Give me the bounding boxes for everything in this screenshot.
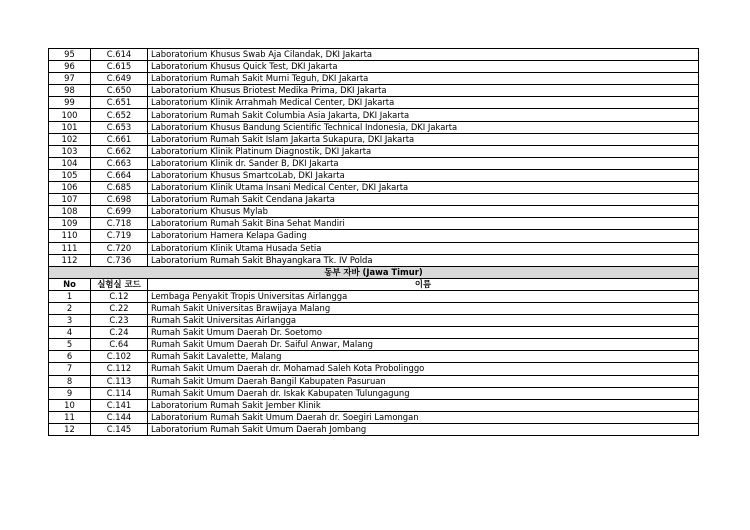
row-number: 111 xyxy=(49,242,91,254)
row-number: 12 xyxy=(49,423,91,435)
table-row xyxy=(49,315,699,327)
lab-name: Laboratorium Khusus Briotest Medika Prima, DKI Jakarta xyxy=(148,85,699,97)
lab-name: Laboratorium Rumah Sakit Umum Daerah dr. Soegiri Lamongan xyxy=(148,411,699,423)
lab-name: Rumah Sakit Umum Daerah dr. Iskak Kabupaten Tulungagung xyxy=(148,387,699,399)
lab-name: Laboratorium Klinik Utama Insani Medical Center, DKI Jakarta xyxy=(148,182,699,194)
column-header-row xyxy=(49,278,699,290)
row-number: 106 xyxy=(49,182,91,194)
table-row xyxy=(49,133,699,145)
lab-name: Laboratorium Klinik Platinum Diagnostik, DKI Jakarta xyxy=(148,145,699,157)
table-row xyxy=(49,327,699,339)
lab-code: C.145 xyxy=(91,423,148,435)
row-number: 95 xyxy=(49,49,91,61)
row-number: 5 xyxy=(49,339,91,351)
lab-name: Rumah Sakit Umum Daerah Dr. Soetomo xyxy=(148,327,699,339)
table-row xyxy=(49,290,699,302)
lab-code: C.114 xyxy=(91,387,148,399)
lab-name: Laboratorium Klinik Arrahmah Medical Center, DKI Jakarta xyxy=(148,97,699,109)
lab-code: C.64 xyxy=(91,339,148,351)
lab-name: Laboratorium Rumah Sakit Cendana Jakarta xyxy=(148,194,699,206)
row-number: 102 xyxy=(49,133,91,145)
section-title: 동부 자바 (Jawa Timur) xyxy=(49,266,699,278)
lab-name: Rumah Sakit Lavalette, Malang xyxy=(148,351,699,363)
row-number: 104 xyxy=(49,157,91,169)
lab-name: Laboratorium Rumah Sakit Murni Teguh, DKI Jakarta xyxy=(148,73,699,85)
lab-code: C.662 xyxy=(91,145,148,157)
table-row xyxy=(49,194,699,206)
lab-name: Rumah Sakit Universitas Brawijaya Malang xyxy=(148,302,699,314)
table-row xyxy=(49,145,699,157)
row-number: 6 xyxy=(49,351,91,363)
lab-code: C.113 xyxy=(91,375,148,387)
row-number: 97 xyxy=(49,73,91,85)
lab-name: Laboratorium Klinik Utama Husada Setia xyxy=(148,242,699,254)
lab-code: C.650 xyxy=(91,85,148,97)
row-number: 105 xyxy=(49,169,91,181)
lab-name: Laboratorium Khusus Swab Aja Cilandak, DKI Jakarta xyxy=(148,49,699,61)
jawa-timur-rows xyxy=(49,290,699,435)
section-header-group xyxy=(49,266,699,290)
table-row xyxy=(49,423,699,435)
header-name: 이름 xyxy=(148,278,699,290)
jakarta-rows xyxy=(49,49,699,267)
row-number: 11 xyxy=(49,411,91,423)
lab-code: C.685 xyxy=(91,182,148,194)
lab-name: Rumah Sakit Umum Daerah Bangil Kabupaten Pasuruan xyxy=(148,375,699,387)
lab-code: C.720 xyxy=(91,242,148,254)
row-number: 100 xyxy=(49,109,91,121)
row-number: 1 xyxy=(49,290,91,302)
table-row xyxy=(49,73,699,85)
lab-name: Laboratorium Klinik dr. Sander B, DKI Jakarta xyxy=(148,157,699,169)
table-row xyxy=(49,302,699,314)
row-number: 96 xyxy=(49,61,91,73)
lab-name: Rumah Sakit Universitas Airlangga xyxy=(148,315,699,327)
lab-name: Lembaga Penyakit Tropis Universitas Airlangga xyxy=(148,290,699,302)
table-row xyxy=(49,61,699,73)
lab-code: C.719 xyxy=(91,230,148,242)
header-lab-code: 실험실 코드 xyxy=(91,278,148,290)
table-row xyxy=(49,85,699,97)
table-row xyxy=(49,351,699,363)
table-row xyxy=(49,339,699,351)
lab-code: C.718 xyxy=(91,218,148,230)
lab-name: Laboratorium Khusus Quick Test, DKI Jakarta xyxy=(148,61,699,73)
row-number: 112 xyxy=(49,254,91,266)
lab-code: C.22 xyxy=(91,302,148,314)
laboratory-table xyxy=(48,48,699,436)
table-row xyxy=(49,387,699,399)
table-row xyxy=(49,121,699,133)
row-number: 3 xyxy=(49,315,91,327)
table-row xyxy=(49,109,699,121)
lab-name: Rumah Sakit Umum Daerah Dr. Saiful Anwar, Malang xyxy=(148,339,699,351)
lab-code: C.663 xyxy=(91,157,148,169)
table-row xyxy=(49,206,699,218)
lab-code: C.699 xyxy=(91,206,148,218)
lab-code: C.102 xyxy=(91,351,148,363)
lab-name: Laboratorium Rumah Sakit Jember Klinik xyxy=(148,399,699,411)
table-row xyxy=(49,254,699,266)
lab-code: C.615 xyxy=(91,61,148,73)
row-number: 103 xyxy=(49,145,91,157)
table-row xyxy=(49,97,699,109)
lab-code: C.112 xyxy=(91,363,148,375)
lab-name: Laboratorium Rumah Sakit Islam Jakarta Sukapura, DKI Jakarta xyxy=(148,133,699,145)
lab-name: Laboratorium Khusus Bandung Scientific Technical Indonesia, DKI Jakarta xyxy=(148,121,699,133)
table-row xyxy=(49,411,699,423)
table-row xyxy=(49,182,699,194)
lab-name: Laboratorium Rumah Sakit Bina Sehat Mandiri xyxy=(148,218,699,230)
header-no: No xyxy=(49,278,91,290)
lab-name: Laboratorium Khusus Mylab xyxy=(148,206,699,218)
lab-code: C.24 xyxy=(91,327,148,339)
lab-code: C.144 xyxy=(91,411,148,423)
lab-code: C.661 xyxy=(91,133,148,145)
lab-name: Laboratorium Rumah Sakit Umum Daerah Jombang xyxy=(148,423,699,435)
table-row xyxy=(49,218,699,230)
row-number: 10 xyxy=(49,399,91,411)
row-number: 2 xyxy=(49,302,91,314)
table-row xyxy=(49,157,699,169)
table-row xyxy=(49,375,699,387)
lab-name: Laboratorium Khusus SmartcoLab, DKI Jakarta xyxy=(148,169,699,181)
section-row xyxy=(49,266,699,278)
lab-name: Laboratorium Rumah Sakit Bhayangkara Tk. IV Polda xyxy=(148,254,699,266)
lab-code: C.653 xyxy=(91,121,148,133)
row-number: 108 xyxy=(49,206,91,218)
lab-code: C.649 xyxy=(91,73,148,85)
lab-name: Laboratorium Hamera Kelapa Gading xyxy=(148,230,699,242)
lab-code: C.736 xyxy=(91,254,148,266)
table-row xyxy=(49,242,699,254)
table-row xyxy=(49,49,699,61)
row-number: 7 xyxy=(49,363,91,375)
lab-code: C.652 xyxy=(91,109,148,121)
table-row xyxy=(49,363,699,375)
row-number: 8 xyxy=(49,375,91,387)
lab-name: Rumah Sakit Umum Daerah dr. Mohamad Saleh Kota Probolinggo xyxy=(148,363,699,375)
lab-code: C.12 xyxy=(91,290,148,302)
document-page xyxy=(48,48,698,436)
lab-code: C.141 xyxy=(91,399,148,411)
table-row xyxy=(49,230,699,242)
row-number: 9 xyxy=(49,387,91,399)
row-number: 110 xyxy=(49,230,91,242)
table-row xyxy=(49,169,699,181)
row-number: 99 xyxy=(49,97,91,109)
row-number: 98 xyxy=(49,85,91,97)
lab-code: C.664 xyxy=(91,169,148,181)
table-row xyxy=(49,399,699,411)
lab-code: C.698 xyxy=(91,194,148,206)
lab-name: Laboratorium Rumah Sakit Columbia Asia Jakarta, DKI Jakarta xyxy=(148,109,699,121)
lab-code: C.23 xyxy=(91,315,148,327)
row-number: 107 xyxy=(49,194,91,206)
lab-code: C.614 xyxy=(91,49,148,61)
row-number: 4 xyxy=(49,327,91,339)
row-number: 101 xyxy=(49,121,91,133)
row-number: 109 xyxy=(49,218,91,230)
lab-code: C.651 xyxy=(91,97,148,109)
